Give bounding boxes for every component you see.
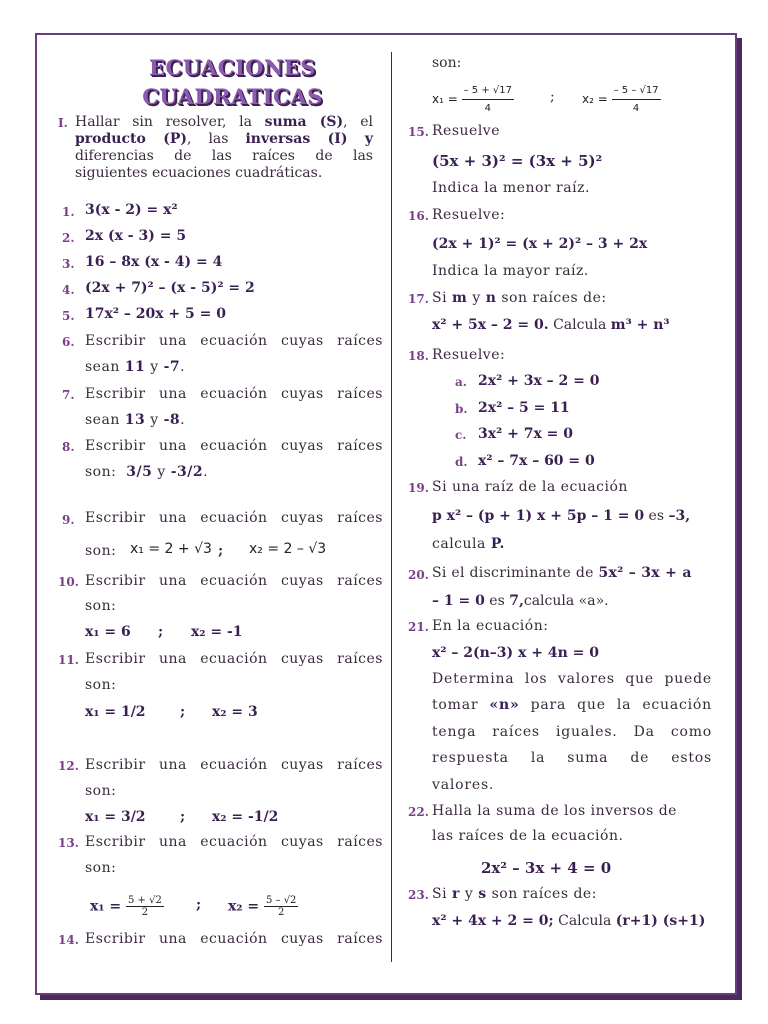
item-text: son: bbox=[85, 677, 117, 693]
item-number: 18. bbox=[408, 349, 429, 363]
item-number: 4. bbox=[62, 283, 75, 297]
root-x2: x₂ = $\frac{5 - √2}{2}$ bbox=[228, 895, 297, 918]
item-text: Escribir una ecuación cuyas raíces bbox=[85, 510, 383, 526]
equation: x² – 2(n–3) x + 4n = 0 bbox=[432, 645, 599, 661]
equation: 3(x - 2) = x² bbox=[85, 202, 178, 218]
item-number: 21. bbox=[408, 620, 429, 634]
item-number: 16. bbox=[408, 209, 429, 223]
equation: 17x² – 20x + 5 = 0 bbox=[85, 306, 226, 322]
item-number: 17. bbox=[408, 292, 429, 306]
separator: ; bbox=[550, 89, 555, 105]
item-text: Si el discriminante de 5x² – 3x + a bbox=[432, 565, 692, 581]
item-text: tomar «n» para que la ecuación bbox=[432, 697, 712, 713]
separator: ; bbox=[158, 624, 164, 640]
root-x1: x₁ = 2 + √3 bbox=[130, 541, 212, 557]
item-text: En la ecuación: bbox=[432, 618, 549, 634]
item-text: Escribir una ecuación cuyas raíces bbox=[85, 834, 383, 850]
item-text: las raíces de la ecuación. bbox=[432, 828, 624, 844]
item-number: 3. bbox=[62, 257, 75, 271]
item-text: son: bbox=[85, 783, 117, 799]
fraction: $\frac{- 5 - √17}{4}$ bbox=[612, 82, 661, 117]
sub-item-letter: d. bbox=[455, 455, 468, 469]
item-text: son: bbox=[85, 543, 117, 559]
item-number: 5. bbox=[62, 309, 75, 323]
item-text: Escribir una ecuación cuyas raíces bbox=[85, 573, 383, 589]
item-text: Escribir una ecuación cuyas raíces bbox=[85, 438, 383, 454]
root-x2: x₂ = 3 bbox=[212, 704, 258, 720]
item-text: Si una raíz de la ecuación bbox=[432, 479, 628, 495]
item-number: 14. bbox=[58, 933, 79, 947]
item-text: Escribir una ecuación cuyas raíces bbox=[85, 386, 383, 402]
item-text: son: 3/5 y -3/2. bbox=[85, 464, 209, 480]
item-text: Escribir una ecuación cuyas raíces bbox=[85, 333, 383, 349]
intro-line-3: diferencias de las raíces de las bbox=[75, 148, 373, 164]
item-number: 7. bbox=[62, 388, 75, 402]
item-text: Si m y n son raíces de: bbox=[432, 290, 607, 306]
item-text: respuesta la suma de estos bbox=[432, 750, 712, 766]
intro-line-2: producto (P), las inversas (I) y bbox=[75, 131, 373, 147]
intro-line-1: Hallar sin resolver, la suma (S), el bbox=[75, 114, 373, 130]
equation: (5x + 3)² = (3x + 5)² bbox=[432, 152, 603, 170]
intro-line-4: siguientes ecuaciones cuadráticas. bbox=[75, 165, 323, 181]
root-x1: x₁ = 3/2 bbox=[85, 809, 146, 825]
separator: ; bbox=[180, 704, 186, 720]
item-text: calcula P. bbox=[432, 536, 505, 552]
root-x1: x₁ = $\frac{5 + √2}{2}$ bbox=[90, 895, 162, 918]
item-number: 20. bbox=[408, 568, 429, 582]
intro-number: I. bbox=[58, 116, 68, 130]
root-x2: x₂ = -1/2 bbox=[212, 809, 279, 825]
item-text: Halla la suma de los inversos de bbox=[432, 803, 677, 819]
fraction: $\frac{5 + √2}{2}$ bbox=[127, 895, 162, 918]
sub-item-letter: c. bbox=[455, 428, 467, 442]
item-number: 1. bbox=[62, 205, 75, 219]
item-text: x² + 5x – 2 = 0. Calcula m³ + n³ bbox=[432, 317, 670, 333]
item-text: Determina los valores que puede bbox=[432, 671, 712, 687]
item-number: 10. bbox=[58, 575, 79, 589]
root-x1: x₁ = $\frac{- 5 + √17}{4}$ bbox=[432, 82, 514, 117]
item-number: 15. bbox=[408, 125, 429, 139]
item-text: Resuelve: bbox=[432, 347, 506, 363]
item-text: p x² – (p + 1) x + 5p – 1 = 0 es –3, bbox=[432, 508, 691, 524]
root-x2: x₂ = 2 – √3 bbox=[249, 541, 327, 557]
separator: ; bbox=[218, 543, 224, 559]
root-x1: x₁ = 6 bbox=[85, 624, 131, 640]
column-divider bbox=[391, 52, 392, 962]
item-text: Resuelve bbox=[432, 123, 500, 139]
item-number: 8. bbox=[62, 440, 75, 454]
item-number: 12. bbox=[58, 759, 79, 773]
item-text: Si r y s son raíces de: bbox=[432, 886, 597, 902]
equation: 2x² – 5 = 11 bbox=[478, 400, 570, 416]
item-text: Indica la menor raíz. bbox=[432, 180, 590, 196]
item-text: son: bbox=[85, 598, 117, 614]
item-text: tenga raíces iguales. Da como bbox=[432, 724, 712, 740]
item-text: sean 13 y -8. bbox=[85, 412, 186, 428]
separator: ; bbox=[180, 809, 186, 825]
equation: 2x² + 3x – 2 = 0 bbox=[478, 373, 600, 389]
equation: 2x (x - 3) = 5 bbox=[85, 228, 187, 244]
item-text: Escribir una ecuación cuyas raíces bbox=[85, 757, 383, 773]
title-line-2: CUADRATICAS bbox=[142, 84, 323, 109]
equation: x² – 7x – 60 = 0 bbox=[478, 453, 595, 469]
item-number: 13. bbox=[58, 836, 79, 850]
item-text: Escribir una ecuación cuyas raíces bbox=[85, 651, 383, 667]
item-text: Indica la mayor raíz. bbox=[432, 263, 589, 279]
item-text: Resuelve: bbox=[432, 207, 506, 223]
item-text: sean 11 y -7. bbox=[85, 359, 186, 375]
sub-item-letter: b. bbox=[455, 402, 468, 416]
equation: 2x² – 3x + 4 = 0 bbox=[481, 859, 612, 877]
item-number: 2. bbox=[62, 231, 75, 245]
item-text: son: bbox=[432, 55, 462, 71]
root-x2: x₂ = $\frac{- 5 - √17}{4}$ bbox=[582, 82, 661, 117]
item-text: son: bbox=[85, 860, 117, 876]
item-number: 6. bbox=[62, 335, 75, 349]
sub-item-letter: a. bbox=[455, 375, 467, 389]
item-number: 22. bbox=[408, 805, 429, 819]
fraction: $\frac{5 - √2}{2}$ bbox=[265, 895, 297, 918]
equation: 3x² + 7x = 0 bbox=[478, 426, 574, 442]
equation: 16 – 8x (x - 4) = 4 bbox=[85, 254, 223, 270]
item-text: Escribir una ecuación cuyas raíces bbox=[85, 931, 383, 947]
equation: (2x + 7)² – (x - 5)² = 2 bbox=[85, 280, 255, 296]
item-number: 23. bbox=[408, 888, 429, 902]
item-text: – 1 = 0 es 7,calcula «a». bbox=[432, 593, 609, 609]
item-number: 9. bbox=[62, 513, 75, 527]
root-x1: x₁ = 1/2 bbox=[85, 704, 146, 720]
separator: ; bbox=[196, 897, 202, 913]
item-number: 11. bbox=[58, 653, 79, 667]
item-text: x² + 4x + 2 = 0; Calcula (r+1) (s+1) bbox=[432, 913, 706, 929]
title-line-1: ECUACIONES bbox=[149, 55, 316, 80]
item-text: valores. bbox=[432, 777, 495, 793]
equation: (2x + 1)² = (x + 2)² – 3 + 2x bbox=[432, 236, 648, 252]
fraction: $\frac{- 5 + √17}{4}$ bbox=[462, 82, 514, 117]
item-number: 19. bbox=[408, 481, 429, 495]
root-x2: x₂ = -1 bbox=[191, 624, 243, 640]
